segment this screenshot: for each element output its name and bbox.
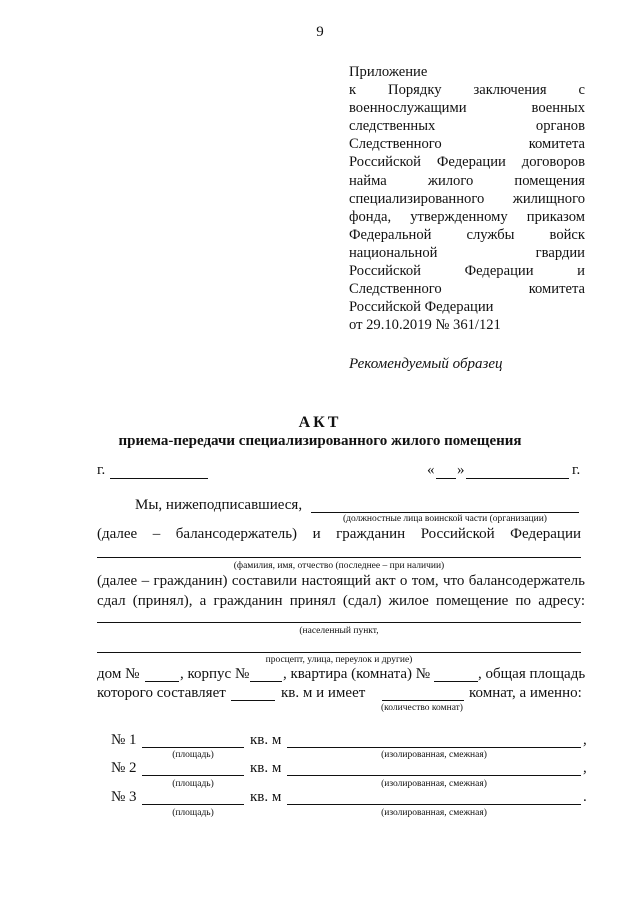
city-field[interactable]	[110, 478, 208, 479]
korpus-label: , корпус №	[180, 666, 250, 682]
room-type-field[interactable]	[287, 747, 581, 748]
caption-rooms-count: (количество комнат)	[381, 703, 463, 713]
house-label: дом №	[97, 666, 140, 682]
apartment-label: , квартира (комната) №	[283, 666, 431, 682]
room-type-field[interactable]	[287, 804, 581, 805]
citizen-name-field[interactable]	[97, 557, 581, 558]
citizen-text-2: сдал (принял), а гражданин принял (сдал) жилое помещение по адресу:	[97, 593, 585, 609]
room-unit: кв. м	[250, 789, 282, 805]
balance-holder-text: (далее – балансодержатель) и гражданин Российской Федерации	[97, 526, 581, 542]
rooms-label: комнат, а именно:	[469, 685, 582, 701]
street-field[interactable]	[97, 652, 581, 653]
area-label: которого составляет	[97, 685, 226, 701]
room-unit: кв. м	[250, 732, 282, 748]
caption-room-area: (площадь)	[172, 750, 214, 760]
room-number: № 3	[111, 789, 137, 805]
caption-officials: (должностные лица воинской части (организации)	[343, 514, 547, 524]
caption-room-area: (площадь)	[172, 779, 214, 789]
date-quote-open: «	[427, 462, 435, 478]
citizen-text-1: (далее – гражданин) составили настоящий акт о том, что балансодержатель	[97, 573, 585, 589]
appendix-line: к Порядку заключения с	[349, 82, 585, 99]
appendix-block	[349, 63, 585, 334]
house-field[interactable]	[145, 681, 179, 682]
appendix-line: Следственного комитета	[349, 281, 585, 298]
room-number: № 2	[111, 760, 137, 776]
caption-room-type: (изолированная, смежная)	[381, 808, 487, 818]
date-day-field[interactable]	[436, 478, 456, 479]
room-number: № 1	[111, 732, 137, 748]
appendix-line: найма жилого помещения	[349, 172, 585, 189]
appendix-line: фонда, утвержденному приказом	[349, 208, 585, 225]
room-end-punct: .	[583, 789, 587, 805]
room-area-field[interactable]	[142, 775, 244, 776]
appendix-line: Российской Федерации	[349, 299, 494, 316]
undersigned-text: Мы, нижеподписавшиеся,	[135, 497, 303, 513]
appendix-line: следственных органов	[349, 118, 585, 135]
caption-room-type: (изолированная, смежная)	[381, 750, 487, 760]
appendix-line: Российской Федерации договоров	[349, 154, 585, 171]
date-quote-close: »	[457, 462, 465, 478]
korpus-field[interactable]	[250, 681, 282, 682]
sample-label: Рекомендуемый образец	[349, 356, 503, 372]
area-field[interactable]	[231, 700, 275, 701]
city-prefix: г.	[97, 462, 106, 478]
appendix-line: специализированного жилищного	[349, 190, 585, 207]
room-type-field[interactable]	[287, 775, 581, 776]
appendix-line: военнослужащими военных	[349, 100, 585, 117]
document-title: АКТ	[298, 414, 342, 431]
date-suffix: г.	[572, 462, 581, 478]
room-area-field[interactable]	[142, 747, 244, 748]
total-area-label: , общая площадь	[478, 666, 586, 682]
appendix-line: от 29.10.2019 № 361/121	[349, 317, 501, 334]
locality-field[interactable]	[97, 622, 581, 623]
page-number: 9	[316, 24, 324, 40]
caption-fio: (фамилия, имя, отчество (последнее – при наличии)	[233, 561, 445, 571]
appendix-line: Российской Федерации и	[349, 263, 585, 280]
appendix-line: национальной гвардии	[349, 244, 585, 261]
appendix-line: Федеральной службы войск	[349, 226, 585, 243]
caption-street: просцепт, улица, переулок и другие)	[265, 655, 413, 665]
rooms-count-field[interactable]	[382, 700, 464, 701]
date-month-year-field[interactable]	[466, 478, 569, 479]
room-area-field[interactable]	[142, 804, 244, 805]
officials-field[interactable]	[311, 512, 579, 513]
caption-room-area: (площадь)	[172, 808, 214, 818]
appendix-line: Следственного комитета	[349, 136, 585, 153]
room-end-punct: ,	[583, 760, 587, 776]
room-end-punct: ,	[583, 732, 587, 748]
appendix-line: Приложение	[349, 64, 428, 80]
apartment-field[interactable]	[434, 681, 478, 682]
document-subtitle: приема-передачи специализированного жилого помещения	[118, 433, 522, 449]
caption-room-type: (изолированная, смежная)	[381, 779, 487, 789]
sqm-has-label: кв. м и имеет	[281, 685, 366, 701]
caption-locality: (населенный пункт,	[299, 626, 379, 636]
room-unit: кв. м	[250, 760, 282, 776]
